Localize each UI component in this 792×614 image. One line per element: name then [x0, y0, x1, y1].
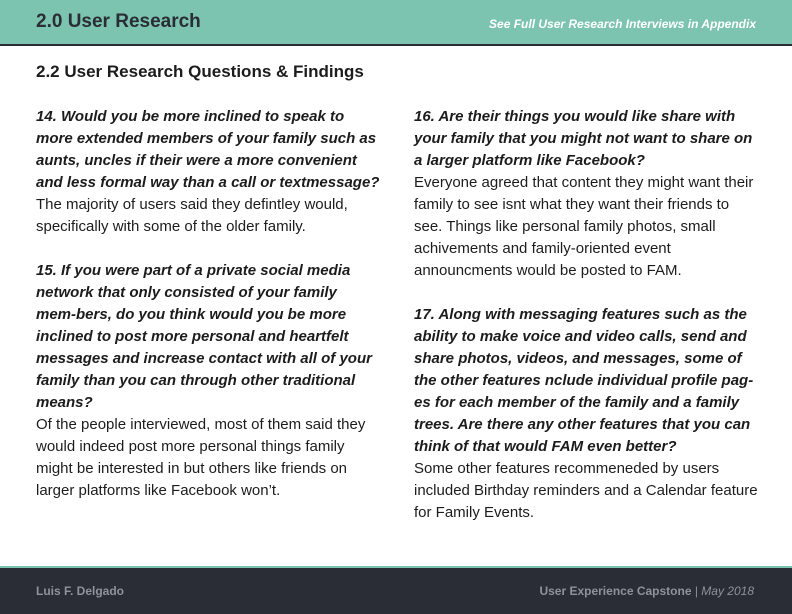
footer-author: Luis F. Delgado — [36, 584, 125, 598]
footer-course: User Experience Capstone — [539, 584, 692, 598]
question-block-15 — [36, 260, 381, 502]
answer-16: Everyone agreed that content they might want their family to see isnt what they want their friends to see. Things like personal family photos, small achivements and family-oriented event announcments would be posted to FAM. — [414, 174, 754, 279]
question-14: 14. Would you be more inclined to speak to more extended members of your family such as aunts, uncles if their were a more convenient and less formal way than a call or textmessage? — [36, 108, 380, 191]
question-block-16 — [414, 106, 759, 282]
footer-separator: | — [691, 584, 702, 598]
left-column — [36, 106, 381, 524]
page-header — [0, 0, 792, 46]
section-title: 2.2 User Research Questions & Findings — [36, 62, 364, 81]
footer-date: May 2018 — [701, 584, 754, 598]
right-column — [414, 106, 759, 546]
page-footer — [0, 566, 792, 614]
header-title: 2.0 User Research — [36, 11, 201, 32]
answer-15: Of the people interviewed, most of them said they would indeed post more personal things family might be interested in but others like friends on larger platforms like Facebook won’t. — [36, 416, 366, 499]
question-block-17 — [414, 304, 759, 524]
answer-17: Some other features recommeneded by users included Birthday reminders and a Calendar feature for Family Events. — [414, 460, 758, 521]
question-block-14 — [36, 106, 381, 238]
question-16: 16. Are their things you would like share with your family that you might not want to share on a larger platform like Facebook? — [414, 108, 753, 169]
answer-14: The majority of users said they defintley would, specifically with some of the older family. — [36, 196, 348, 235]
footer-course-date — [539, 584, 754, 598]
question-17: 17. Along with messaging features such as the ability to make voice and video calls, send and share photos, videos, and messages, some of the other features nclude individual profile pag-es for each member of the family and a family trees. Are there any other features that you can think of that would FAM even better? — [414, 306, 754, 455]
appendix-note: See Full User Research Interviews in Appendix — [489, 17, 756, 31]
question-15: 15. If you were part of a private social media network that only consisted of your family mem-bers, do you think would you be more inclined to post more personal and heartfelt messages and increase contact with all of your family than you can through other traditional means? — [36, 262, 372, 411]
